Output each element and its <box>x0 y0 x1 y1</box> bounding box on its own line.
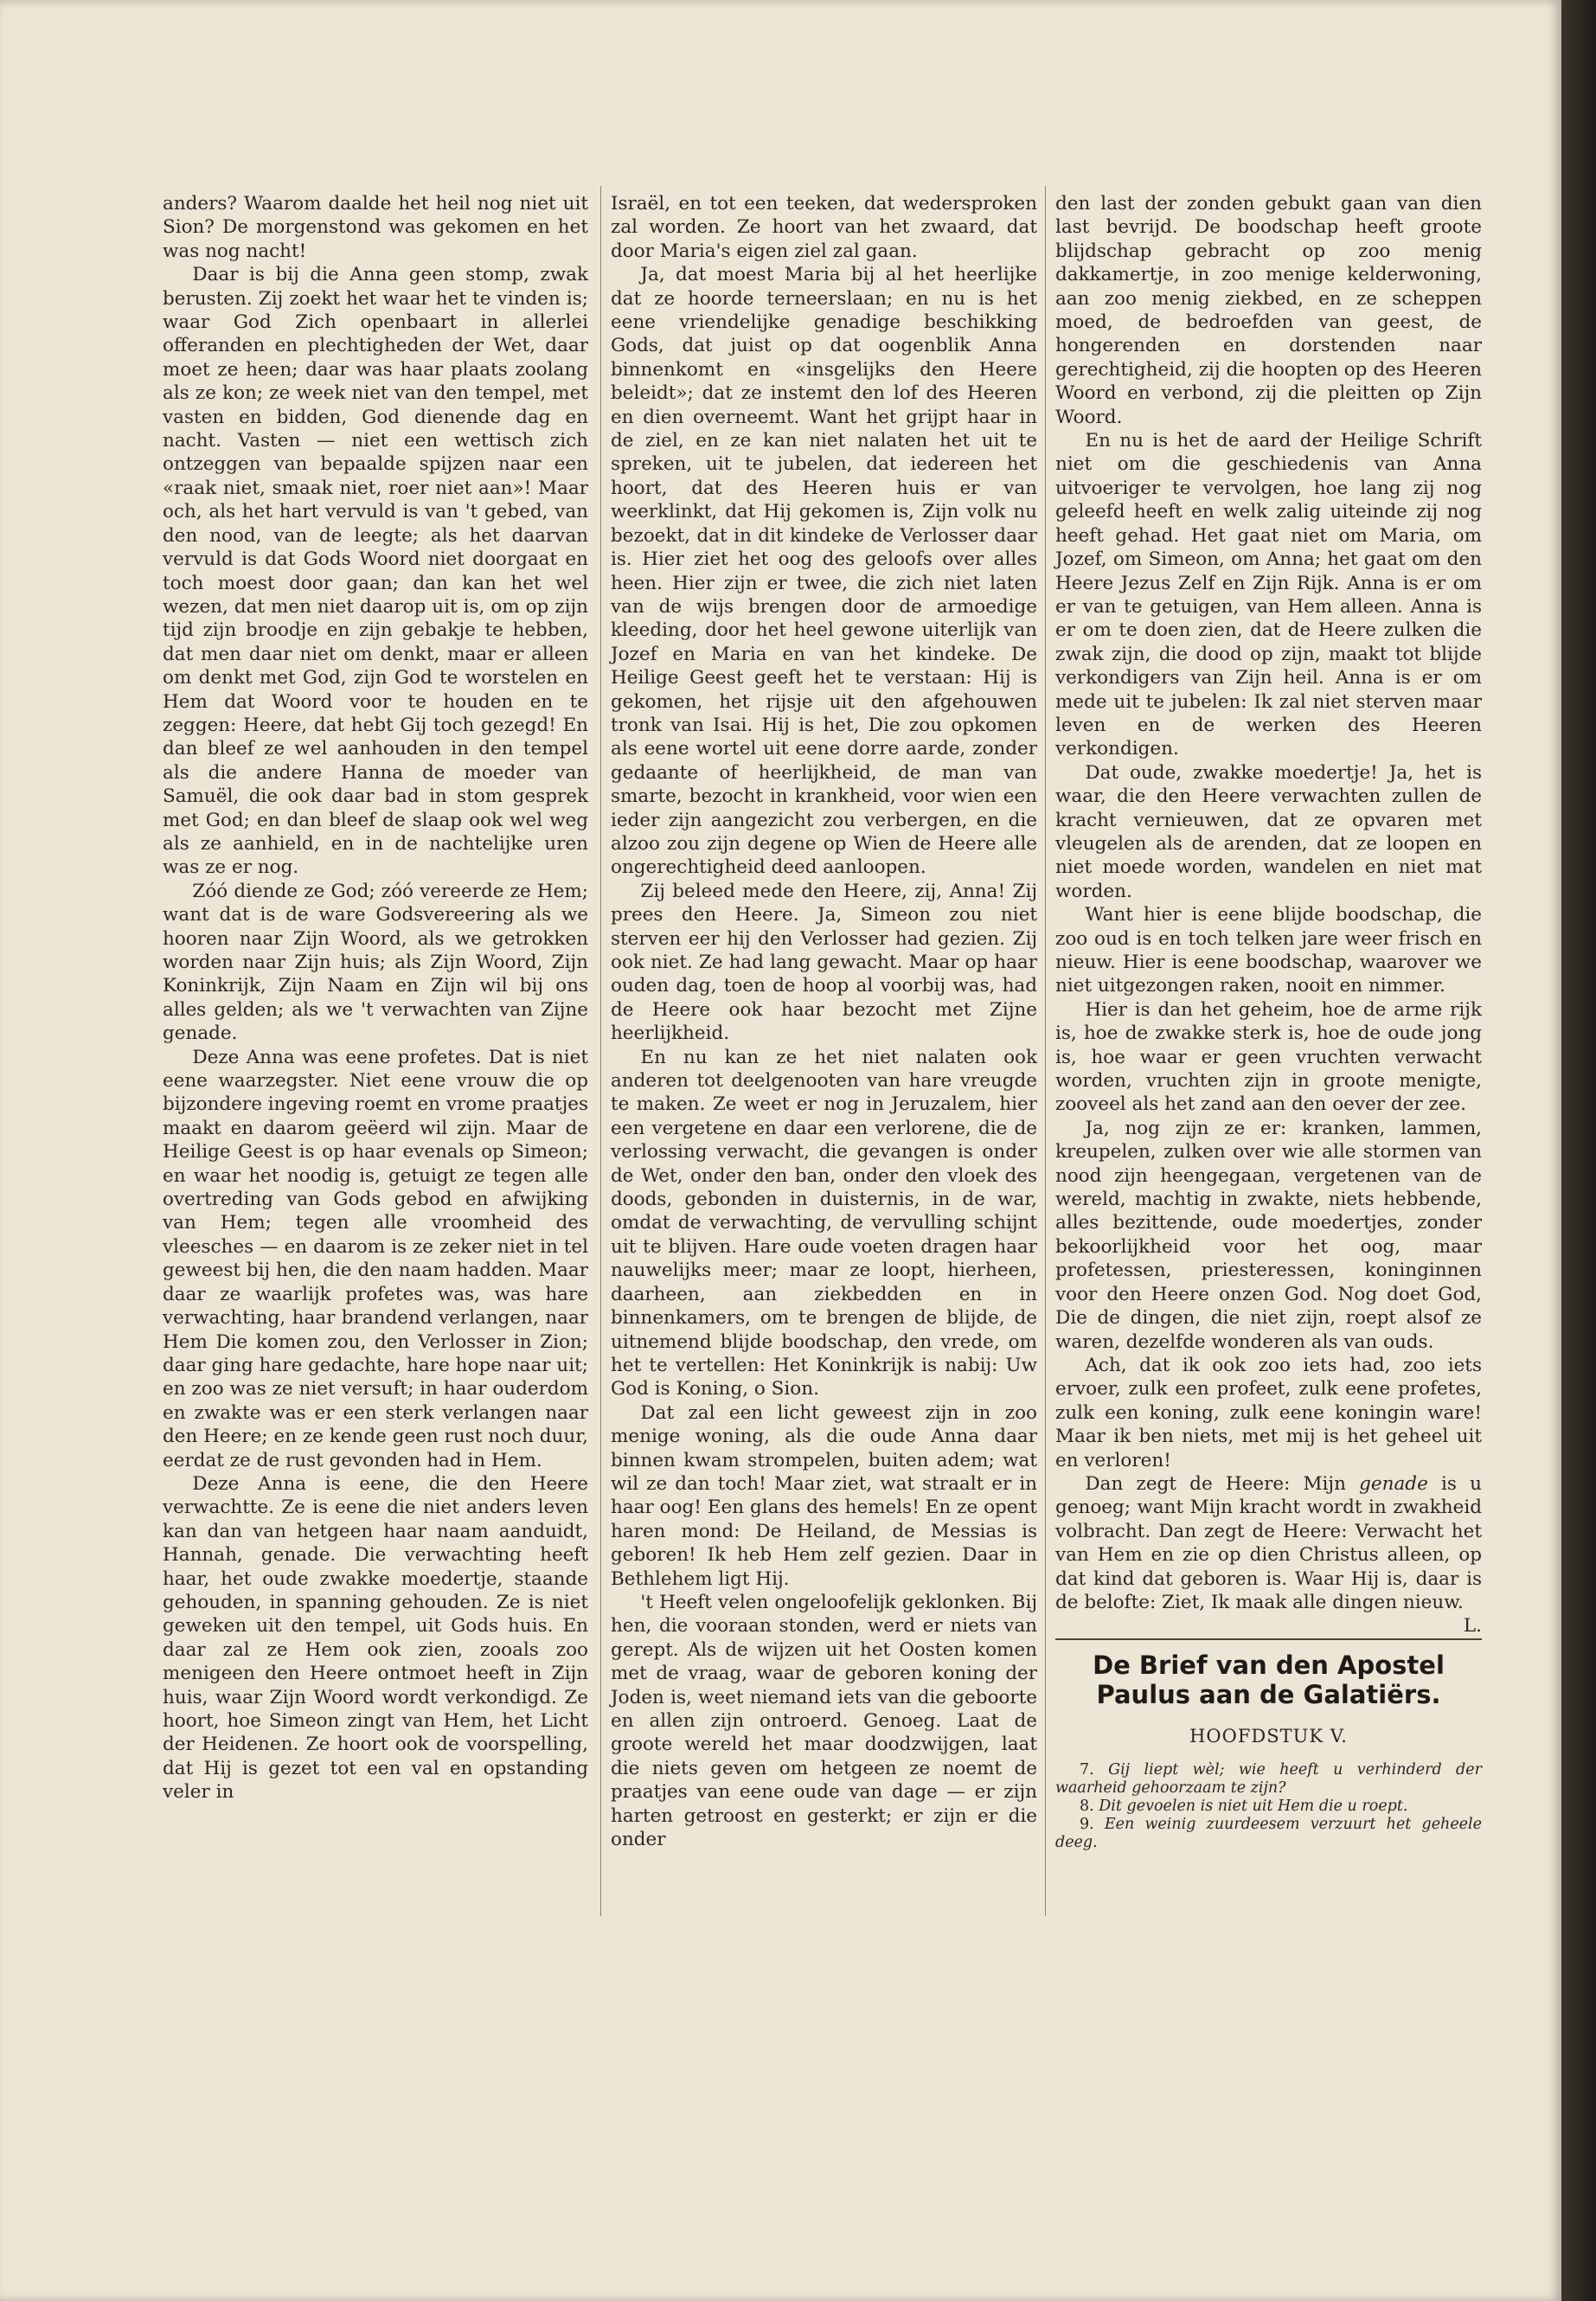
article-header <box>1055 1638 1482 1748</box>
article-title: De Brief van den Apostel Paulus aan de Galatiërs. <box>1093 1650 1445 1710</box>
paragraph: En nu kan ze het niet nalaten ook anderen tot deelgenooten van hare vreugde te maken. Ze weet er nog in Jeruzalem, hier een vergetene en daar een verlorene, die de verlossing verwacht, die gevangen is onder de Wet, onder den ban, onder den vloek des doods, gebonden in duisternis, in de war, omdat de verwachting, de vervulling schijnt uit te blijven. Hare oude voeten dragen haar nauwelijks meer; maar ze loopt, hierheen, daarheen, aan ziekbedden en in binnenkamers, om te brengen de blijde, de uitnemend blijde boodschap, den vrede, om het te vertellen: Het Koninkrijk is nabij: Uw God is Koning, o Sion. <box>611 1046 1037 1400</box>
paragraph: anders? Waarom daalde het heil nog niet uit Sion? De morgenstond was gekomen en het was nog nacht! <box>163 193 588 262</box>
verse-text: Een weinig zuurdeesem verzuurt het geheele deeg. <box>1055 1815 1482 1851</box>
paragraph: Dat zal een licht geweest zijn in zoo menige woning, als die oude Anna daar binnen kwam strompelen, buiten adem; wat wil ze dan toch! Maar ziet, wat straalt er in haar oog! Een glans des hemels! En ze opent haren mond: De Heiland, de Messias is geboren! Ik heb Hem zelf gezien. Daar in Bethlehem ligt Hij. <box>611 1401 1037 1590</box>
verse-number: 8. <box>1080 1797 1094 1815</box>
paragraph: Hier is dan het geheim, hoe de arme rijk is, hoe de zwakke sterk is, hoe de oude jong is, hoe waar er geen vruchten verwacht worden, vruchten zijn in groote menigte, zooveel als het zand aan den oever der zee. <box>1055 998 1482 1116</box>
verse-text: Gij liept wèl; wie heeft u verhinderd der waarheid gehoorzaam te zijn? <box>1055 1760 1482 1797</box>
verse-list <box>1055 1761 1482 1852</box>
paragraph: Daar is bij die Anna geen stomp, zwak berusten. Zij zoekt het waar het te vinden is; waar God Zich openbaart in allerlei offeranden en plechtigheden der Wet, daar moet ze heen; daar was haar plaats zoolang als ze kon; ze week niet van den tempel, met vasten en bidden, God dienende dag en nacht. Vasten — niet een wettisch zich ontzeggen van bepaalde spijzen naar een «raak niet, smaak niet, roer niet aan»! Maar och, als het hart vervuld is van 't gebed, van den nood, van de leegte; als het daarvan vervuld is dat Gods Woord niet doorgaat en toch moest door gaan; dan kan het wel wezen, dat men niet daarop uit is, om op zijn tijd zijn broodje en zijn gebakje te hebben, dat men daar niet om denkt, maar er alleen om denkt met God, zijn God te worstelen en Hem dat Woord voor te houden en te zeggen: Heere, dat hebt Gij toch gezegd! En dan bleef ze wel aanhouden in den tempel als die andere Hanna de moeder van Samuël, die ook daar bad in stom gesprek met God; en dan bleef de slaap ook wel weg als ze aanhield, en in de nachtelijke uren was ze er nog. <box>163 264 588 879</box>
verse-text: Dit gevoelen is niet uit Hem die u roept. <box>1099 1797 1408 1815</box>
paragraph: Zij beleed mede den Heere, zij, Anna! Zij prees den Heere. Ja, Simeon zou niet sterven eer hij den Verlosser had gezien. Zij ook niet. Ze had lang gewacht. Maar op haar ouden dag, toen de hoop al voorbij was, had de Heere ook haar bezocht met Zijne heerlijkheid. <box>611 880 1037 1045</box>
paragraph: Ja, nog zijn ze er: kranken, lammen, kreupelen, zulken over wie alle stormen van nood zijn heengegaan, vergetenen van de wereld, machtig in zwakte, niets hebbende, alles bezittende, oude moedertjes, zonder bekoorlijkheid voor het oog, maar profetessen, priesteressen, koninginnen voor den Heere onzen God. Nog doet God, Die de dingen, die niet zijn, roept alsof ze waren, dezelfde wonderen als van ouds. <box>1055 1117 1482 1353</box>
paragraph: Deze Anna is eene, die den Heere verwachtte. Ze is eene die niet anders leven kan dan van hetgeen haar naam aanduidt, Hannah, genade. Die verwachting heeft haar, het oude zwakke moedertje, staande gehouden, in spanning gehouden. Ze is niet geweken uit den tempel, uit Gods huis. En daar zal ze Hem ook zien, zooals zoo menigeen den Heere ontmoet heeft in Zijn huis, waar Zijn Woord wordt verkondigd. Ze hoort, hoe Simeon zingt van Hem, het Licht der Heidenen. Ze hoort ook de voorspelling, dat Hij is gezet tot een val en opstanding veler in <box>163 1472 588 1804</box>
author-signature: L. <box>1463 1615 1482 1638</box>
verse <box>1055 1761 1482 1798</box>
column-2 <box>611 192 1037 1851</box>
column-3 <box>1055 192 1482 1852</box>
verse-number: 7. <box>1080 1760 1094 1779</box>
paragraph: En nu is het de aard der Heilige Schrift niet om die geschiedenis van Anna uitvoeriger te vervolgen, hoe lang zij nog geleefd heeft en welk zalig uiteinde zij nog heeft gehad. Het gaat niet om Maria, om Jozef, om Simeon, om Anna; het gaat om den Heere Jezus Zelf en Zijn Rijk. Anna is er om er van te getuigen, van Hem alleen. Anna is er om te doen zien, dat de Heere zulken die zwak zijn, die dood op zijn, maakt tot blijde verkondigers van Zijn heil. Anna is er om mede uit te jubelen: Ik zal niet sterven maar leven en de werken des Heeren verkondigen. <box>1055 430 1482 760</box>
paragraph: Dat oude, zwakke moedertje! Ja, het is waar, die den Heere verwachten zullen de kracht vernieuwen, dat ze opvaren met vleugelen als de arenden, dat ze loopen en niet moede worden, wandelen en niet mat worden. <box>1055 761 1482 902</box>
chapter-heading: HOOFDSTUK V. <box>1189 1726 1348 1747</box>
column-1 <box>163 192 588 1804</box>
column-rule <box>1045 186 1046 1916</box>
italic-word: genade <box>1359 1472 1428 1495</box>
text-span: is u genoeg; want Mijn kracht wordt in zwakheid volbracht. Dan zegt de Heere: Verwacht het van Hem en zie op dien Christus alleen, op dat kind dat geboren is. Waar Hij is, daar is de belofte: Ziet, Ik maak alle dingen nieuw. <box>1055 1472 1482 1613</box>
paragraph: Ja, dat moest Maria bij al het heerlijke dat ze hoorde terneerslaan; en nu is het eene vriendelijke genadige beschikking Gods, dat juist op dat oogenblik Anna binnenkomt en «insgelijks den Heere beleidt»; dat ze instemt den lof des Heeren en dien overneemt. Want het grijpt haar in de ziel, en ze kan niet nalaten het uit te spreken, uit te jubelen, dat iedereen het hoort, dat des Heeren huis er van weerklinkt, dat Hij gekomen is, Zijn volk nu bezoekt, dat in dit kindeke de Verlosser daar is. Hier ziet het oog des geloofs over alles heen. Hier zijn er twee, die zich niet laten van de wijs brengen door de armoedige kleeding, door het heel gewone uiterlijk van Jozef en Maria en van het kindeke. De Heilige Geest geeft het te verstaan: Hij is gekomen, het rijsje uit den afgehouwen tronk van Isai. Hij is het, Die zou opkomen als eene wortel uit eene dorre aarde, zonder gedaante of heerlijkheid, de man van smarte, bezocht in krankheid, voor wien een ieder zijn aangezicht zou verbergen, en die alzoo zou zijn degene op Wien de Heere alle ongerechtigheid deed aanloopen. <box>611 264 1037 879</box>
page-edge-shadow <box>1561 0 1596 2301</box>
paragraph: 't Heeft velen ongeloofelijk geklonken. Bij hen, die vooraan stonden, werd er niets van gerept. Als de wijzen uit het Oosten komen met de vraag, waar de geboren koning der Joden is, weet niemand iets van die geboorte en allen zijn ontroerd. Genoeg. Laat de groote wereld het maar doodzwijgen, laat die niets geven om hetgeen ze noemt de praatjes van eene oude van dage — er zijn harten getroost en gesterkt; er zijn er die onder <box>611 1591 1037 1851</box>
paragraph-genade <box>1055 1472 1482 1638</box>
verse <box>1055 1816 1482 1852</box>
paragraph: Zóó diende ze God; zóó vereerde ze Hem; want dat is de ware Godsvereering als we hooren naar Zijn Woord, als we getrokken worden naar Zijn huis; als Zijn Woord, Zijn Koninkrijk, Zijn Naam en Zijn wil bij ons alles gelden; als we 't verwachten van Zijne genade. <box>163 880 588 1045</box>
paragraph: Ach, dat ik ook zoo iets had, zoo iets ervoer, zulk een profeet, zulk eene profetes, zulk een koning, zulk eene koningin ware! Maar ik ben niets, met mij is het geheel uit en verloren! <box>1055 1354 1482 1471</box>
paragraph: den last der zonden gebukt gaan van dien last bevrijd. De boodschap heeft groote blijdschap gebracht op zoo menig dakkamertje, in zoo menige kelderwoning, aan zoo menig ziekbed, en ze scheppen moed, de bedroefden van geest, de hongerenden en dorstenden naar gerechtigheid, zij die hoopten op des Heeren Woord en verbond, zij die pleitten op Zijn Woord. <box>1055 193 1482 428</box>
column-rule <box>600 186 601 1916</box>
paragraph: Deze Anna was eene profetes. Dat is niet eene waarzegster. Niet eene vrouw die op bijzondere ingeving roemt en vrome praatjes maakt en daarom geëerd wil zijn. Maar de Heilige Geest is op haar evenals op Simeon; en waar het noodig is, getuigt ze tegen alle overtreding van Gods gebod en afwijking van Hem; tegen alle vroomheid des vleesches — en daarom is ze zeker niet in tel geweest bij hen, die den naam hadden. Maar daar ze waarlijk profetes was, was hare verwachting, haar brandend verlangen, naar Hem Die komen zou, den Verlosser in Zion; daar ging hare gedachte, hare hope naar uit; en zoo was ze niet versuft; in haar ouderdom en zwakte was er een sterk verlangen naar den Heere; en ze kende geen rust noch duur, eerdat ze de rust gevonden had in Hem. <box>163 1046 588 1471</box>
verse-number: 9. <box>1080 1815 1094 1833</box>
paragraph: Israël, en tot een teeken, dat wedersproken zal worden. Ze hoort van het zwaard, dat door Maria's eigen ziel zal gaan. <box>611 193 1037 262</box>
text-span: Dan zegt de Heere: Mijn <box>1085 1472 1360 1495</box>
verse <box>1055 1798 1482 1816</box>
paragraph: Want hier is eene blijde boodschap, die zoo oud is en toch telken jare weer frisch en nieuw. Hier is eene boodschap, waarover we niet uitgezongen raken, nooit en nimmer. <box>1055 904 1482 997</box>
